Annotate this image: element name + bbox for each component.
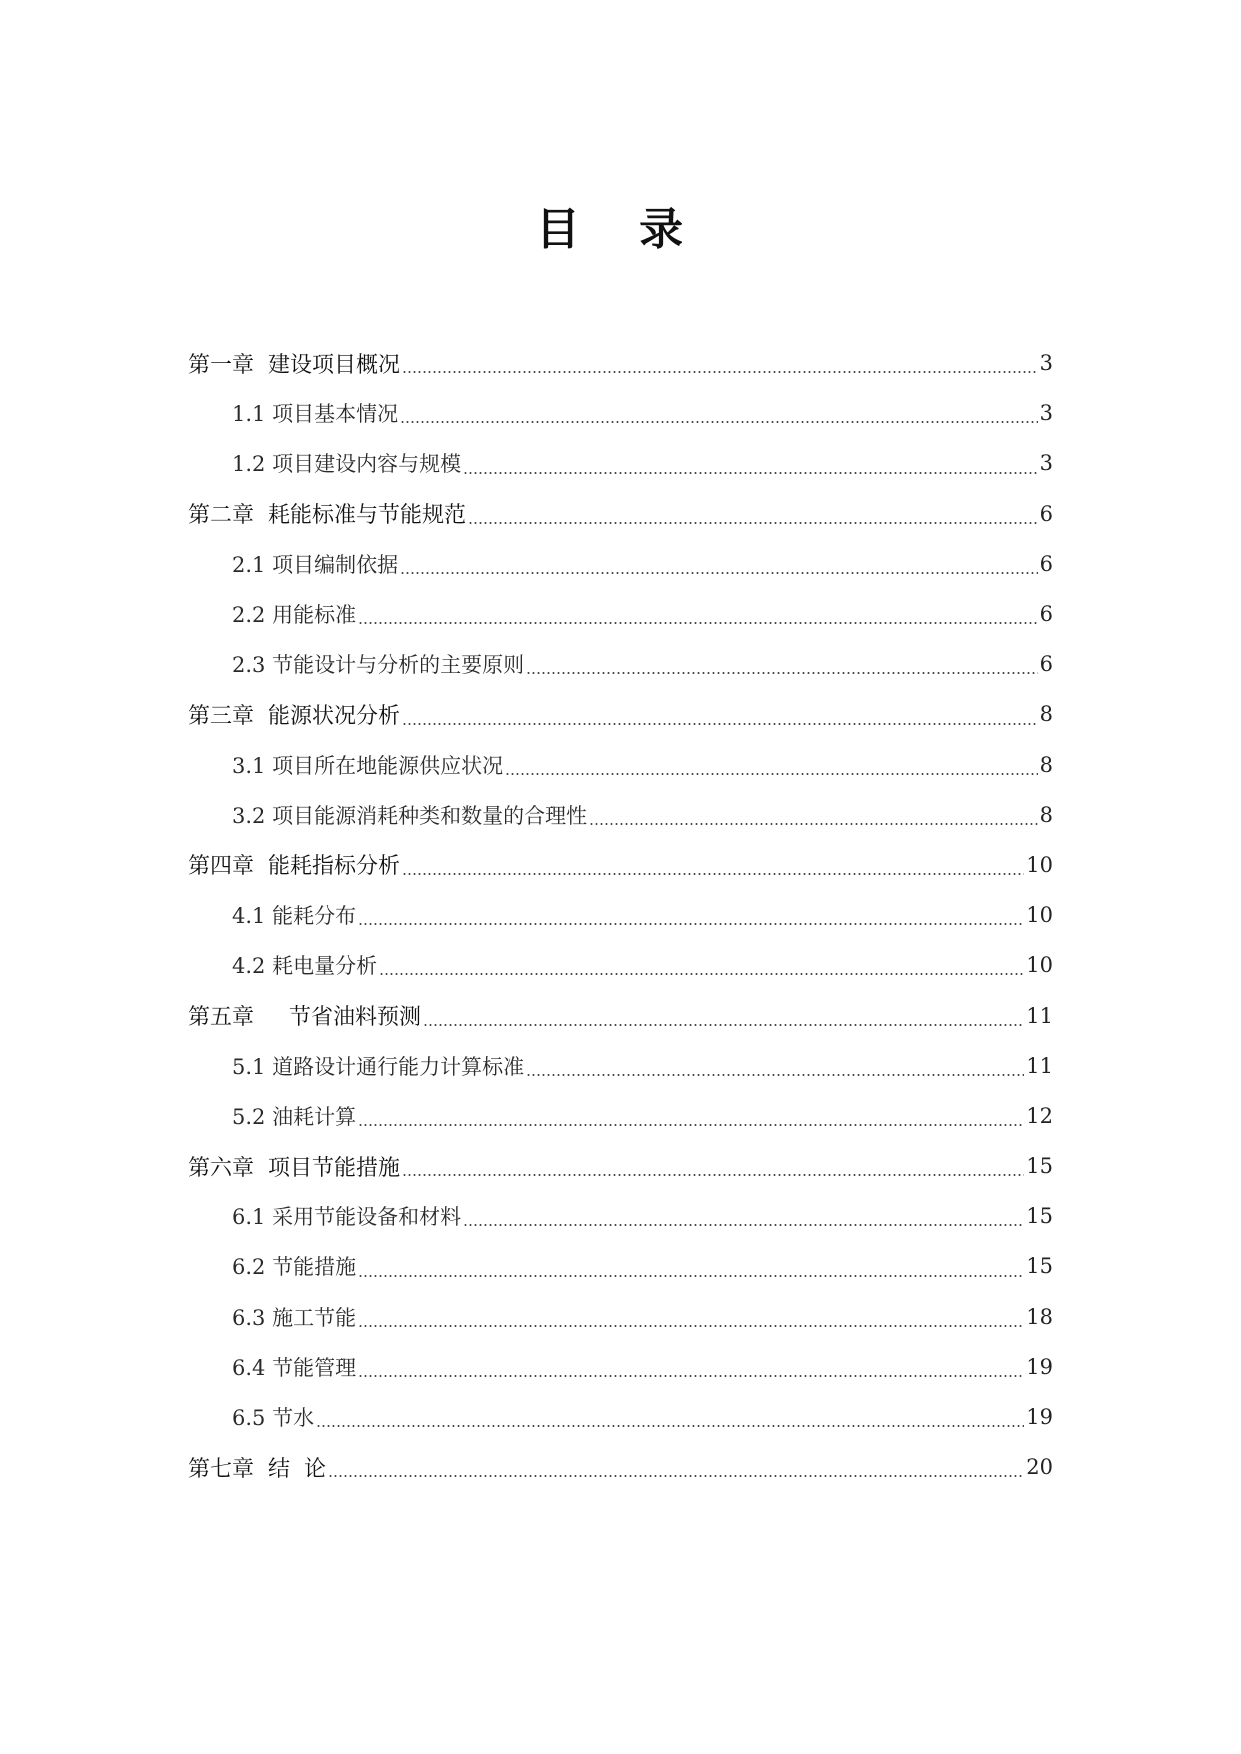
toc-page-number: 19 <box>1026 1354 1053 1379</box>
toc-dot-leader <box>463 1224 1024 1226</box>
toc-entry-text: 第五章 节省油料预测 <box>188 1005 421 1031</box>
toc-section-entry[interactable] <box>0 1342 1241 1392</box>
toc-page-number: 18 <box>1026 1304 1053 1329</box>
toc-dot-leader <box>400 421 1038 423</box>
toc-section-entry[interactable] <box>0 1041 1241 1091</box>
toc-page-number: 6 <box>1039 501 1053 526</box>
toc-chapter-entry[interactable] <box>0 1442 1241 1492</box>
toc-page-number: 12 <box>1026 1103 1053 1128</box>
toc-page-number: 6 <box>1039 602 1053 627</box>
toc-entry-text: 第一章 建设项目概况 <box>188 352 400 378</box>
toc-dot-leader <box>526 1074 1024 1076</box>
toc-chapter-entry[interactable] <box>0 689 1241 739</box>
toc-entry-text: 第四章 能耗指标分析 <box>188 854 400 880</box>
toc-section-entry[interactable] <box>0 589 1241 639</box>
toc-page-number: 15 <box>1026 1204 1053 1229</box>
toc-entry-text: 3.2 项目能源消耗种类和数量的合理性 <box>232 803 588 828</box>
toc-page-number: 8 <box>1039 702 1053 727</box>
toc-page-number: 8 <box>1039 752 1053 777</box>
toc-section-entry[interactable] <box>0 1091 1241 1141</box>
toc-chapter-entry[interactable] <box>0 1141 1241 1191</box>
toc-page-number: 15 <box>1026 1154 1053 1179</box>
toc-entry-text: 5.2 油耗计算 <box>232 1104 357 1129</box>
toc-dot-leader <box>358 622 1038 624</box>
toc-section-entry[interactable] <box>0 1292 1241 1342</box>
toc-page-number: 3 <box>1039 401 1053 426</box>
toc-entry-text: 第七章 结 论 <box>188 1456 326 1482</box>
toc-page-number: 10 <box>1026 852 1053 877</box>
toc-dot-leader <box>402 371 1038 373</box>
toc-section-entry[interactable] <box>0 639 1241 689</box>
toc-dot-leader <box>505 773 1038 775</box>
toc-entry-text: 第三章 能源状况分析 <box>188 703 400 729</box>
toc-dot-leader <box>358 1375 1024 1377</box>
toc-dot-leader <box>526 672 1038 674</box>
toc-section-entry[interactable] <box>0 1191 1241 1241</box>
toc-page-number: 8 <box>1039 802 1053 827</box>
toc-page-number: 10 <box>1026 953 1053 978</box>
toc-section-entry[interactable] <box>0 1241 1241 1291</box>
toc-entry-text: 6.2 节能措施 <box>232 1255 357 1280</box>
toc-page-number: 6 <box>1039 551 1053 576</box>
toc-section-entry[interactable] <box>0 890 1241 940</box>
toc-dot-leader <box>328 1475 1024 1477</box>
toc-page-number: 6 <box>1039 652 1053 677</box>
toc-dot-leader <box>423 1024 1024 1026</box>
toc-page-number: 10 <box>1026 903 1053 928</box>
toc-page-number: 15 <box>1026 1254 1053 1279</box>
toc-entry-text: 第六章 项目节能措施 <box>188 1155 400 1181</box>
toc-page-number: 11 <box>1026 1053 1053 1078</box>
toc-title: 目 录 <box>535 204 706 255</box>
toc-section-entry[interactable] <box>0 438 1241 488</box>
toc-dot-leader <box>379 973 1024 975</box>
toc-page-number: 3 <box>1039 351 1053 376</box>
toc-entry-text: 1.1 项目基本情况 <box>232 402 399 427</box>
toc-entry-text: 6.3 施工节能 <box>232 1305 357 1330</box>
toc-entry-text: 2.2 用能标准 <box>232 603 357 628</box>
toc-page-number: 19 <box>1026 1405 1053 1430</box>
toc-dot-leader <box>316 1425 1024 1427</box>
toc-list <box>0 338 1241 1492</box>
toc-entry-text: 2.1 项目编制依据 <box>232 552 399 577</box>
toc-dot-leader <box>358 923 1024 925</box>
toc-entry-text: 5.1 道路设计通行能力计算标准 <box>232 1054 525 1079</box>
toc-page-number: 20 <box>1026 1455 1053 1480</box>
toc-dot-leader <box>402 873 1024 875</box>
toc-chapter-entry[interactable] <box>0 338 1241 388</box>
toc-section-entry[interactable] <box>0 539 1241 589</box>
toc-section-entry[interactable] <box>0 1392 1241 1442</box>
toc-entry-text: 1.2 项目建设内容与规模 <box>232 452 462 477</box>
toc-entry-text: 6.4 节能管理 <box>232 1355 357 1380</box>
toc-chapter-entry[interactable] <box>0 990 1241 1040</box>
toc-section-entry[interactable] <box>0 740 1241 790</box>
toc-dot-leader <box>358 1124 1024 1126</box>
toc-chapter-entry[interactable] <box>0 489 1241 539</box>
toc-dot-leader <box>402 1174 1024 1176</box>
toc-dot-leader <box>358 1275 1024 1277</box>
toc-entry-text: 2.3 节能设计与分析的主要原则 <box>232 653 525 678</box>
toc-entry-text: 4.1 能耗分布 <box>232 904 357 929</box>
toc-dot-leader <box>400 572 1038 574</box>
toc-entry-text: 4.2 耗电量分析 <box>232 954 378 979</box>
toc-dot-leader <box>468 522 1038 524</box>
toc-dot-leader <box>402 723 1038 725</box>
toc-page-number: 11 <box>1026 1003 1053 1028</box>
toc-page-number: 3 <box>1039 451 1053 476</box>
toc-chapter-entry[interactable] <box>0 840 1241 890</box>
toc-section-entry[interactable] <box>0 790 1241 840</box>
toc-entry-text: 6.5 节水 <box>232 1406 315 1431</box>
toc-entry-text: 第二章 耗能标准与节能规范 <box>188 503 466 529</box>
toc-section-entry[interactable] <box>0 940 1241 990</box>
toc-entry-text: 3.1 项目所在地能源供应状况 <box>232 753 504 778</box>
toc-entry-text: 6.1 采用节能设备和材料 <box>232 1205 462 1230</box>
toc-section-entry[interactable] <box>0 388 1241 438</box>
toc-dot-leader <box>358 1325 1024 1327</box>
toc-dot-leader <box>589 823 1038 825</box>
toc-dot-leader <box>463 472 1038 474</box>
